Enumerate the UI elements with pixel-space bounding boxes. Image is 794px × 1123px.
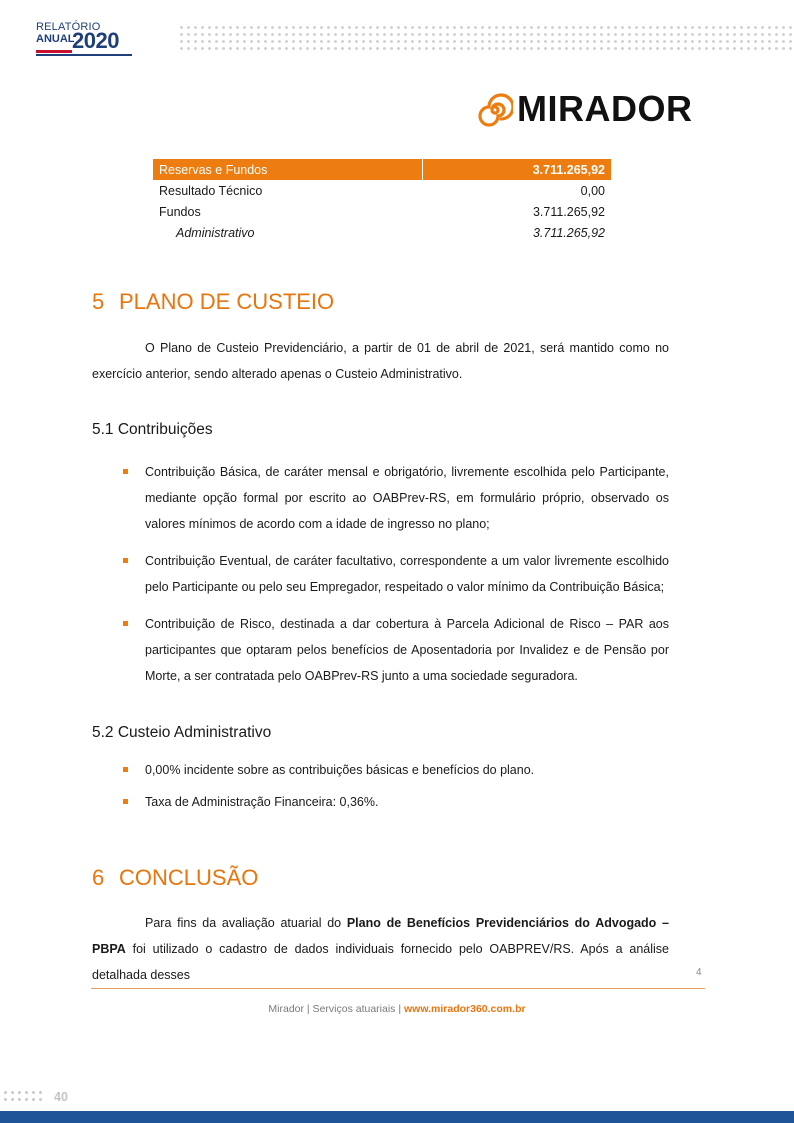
badge-red-bar bbox=[36, 50, 72, 53]
footer-text: Mirador | Serviços atuariais | bbox=[268, 1003, 404, 1015]
badge-line1: RELATÓRIO bbox=[36, 21, 101, 33]
row-value: 3.711.265,92 bbox=[532, 204, 605, 219]
reserves-table bbox=[153, 159, 611, 243]
subsection-5-2-heading: 5.2 Custeio Administrativo bbox=[92, 724, 272, 741]
badge-year: 2020 bbox=[72, 28, 119, 53]
row-label: Reservas e Fundos bbox=[153, 159, 422, 180]
table-row bbox=[153, 222, 611, 243]
row-label: Resultado Técnico bbox=[159, 183, 263, 198]
row-label: Administrativo bbox=[176, 225, 255, 240]
list-item bbox=[92, 789, 669, 815]
list-item-text: Contribuição Básica, de caráter mensal e obrigatório, livremente escolhida pelo Participante, mediante opção formal por escrito ao OABPrev-RS, em formulário próprio, observado os valores mínimos de acordo com a idade de ingresso no plano; bbox=[145, 465, 669, 531]
bullet-square-icon bbox=[123, 469, 128, 474]
section-title: CONCLUSÃO bbox=[119, 865, 259, 890]
row-value: 3.711.265,92 bbox=[422, 159, 611, 180]
footer-divider bbox=[91, 988, 705, 989]
section-title: PLANO DE CUSTEIO bbox=[119, 289, 335, 314]
bullet-square-icon bbox=[123, 799, 128, 804]
paragraph-text: Para fins da avaliação atuarial do bbox=[145, 916, 347, 930]
row-value: 0,00 bbox=[580, 183, 605, 198]
section-6-paragraph bbox=[92, 910, 669, 988]
page-number: 4 bbox=[696, 967, 702, 978]
paragraph-text: foi utilizado o cadastro de dados individuais fornecido pelo OABPREV/RS. Após a análise detalhada desses bbox=[92, 942, 669, 982]
section-6-heading bbox=[92, 865, 258, 891]
table-row bbox=[153, 180, 611, 201]
bullet-square-icon bbox=[123, 558, 128, 563]
footer-dot-pattern bbox=[2, 1089, 42, 1105]
section-5-heading bbox=[92, 289, 334, 315]
section-number: 6 bbox=[92, 865, 105, 890]
row-label: Fundos bbox=[159, 204, 201, 219]
report-badge bbox=[36, 21, 132, 57]
badge-line2: ANUAL bbox=[36, 33, 75, 45]
table-row bbox=[153, 201, 611, 222]
list-item-text: 0,00% incidente sobre as contribuições básicas e benefícios do plano. bbox=[145, 763, 535, 777]
badge-navy-bar bbox=[36, 54, 132, 56]
section-number: 5 bbox=[92, 289, 105, 314]
subsection-5-1-heading: 5.1 Contribuições bbox=[92, 421, 213, 438]
section-5-paragraph: O Plano de Custeio Previdenciário, a partir de 01 de abril de 2021, será mantido como no exercício anterior, sendo alterado apenas o Custeio Administrativo. bbox=[92, 341, 669, 381]
table-row bbox=[153, 159, 611, 180]
footer bbox=[0, 1003, 794, 1015]
list-item bbox=[92, 611, 669, 689]
list-item-text: Contribuição de Risco, destinada a dar cobertura à Parcela Adicional de Risco – PAR aos participantes que optaram pelos benefícios de Aposentadoria por Invalidez e de Pensão por Morte, a ser contratada pelo OABPrev-RS junto a uma sociedade seguradora. bbox=[145, 617, 669, 683]
report-page-number: 40 bbox=[54, 1090, 68, 1104]
row-value: 3.711.265,92 bbox=[532, 225, 605, 240]
list-item bbox=[92, 548, 669, 600]
logo-wordmark: MIRADOR bbox=[517, 88, 693, 129]
list-item bbox=[92, 459, 669, 537]
footer-link[interactable]: www.mirador360.com.br bbox=[404, 1003, 526, 1015]
spiral-icon bbox=[477, 92, 513, 128]
contributions-list bbox=[92, 459, 669, 689]
list-item-text: Taxa de Administração Financeira: 0,36%. bbox=[145, 795, 379, 809]
bullet-square-icon bbox=[123, 767, 128, 772]
list-item bbox=[92, 757, 669, 783]
list-item-text: Contribuição Eventual, de caráter facultativo, correspondente a um valor livremente escolhido pelo Participante ou pelo seu Empregador, respeitado o valor mínimo da Contribuição Básica; bbox=[145, 554, 669, 594]
plan-name: Plano de Benefícios Previdenciários do Advogado – PBPA bbox=[92, 916, 669, 956]
admin-cost-list bbox=[92, 757, 669, 815]
bottom-color-bar bbox=[0, 1111, 794, 1123]
header-dot-pattern bbox=[178, 24, 794, 54]
bullet-square-icon bbox=[123, 621, 128, 626]
